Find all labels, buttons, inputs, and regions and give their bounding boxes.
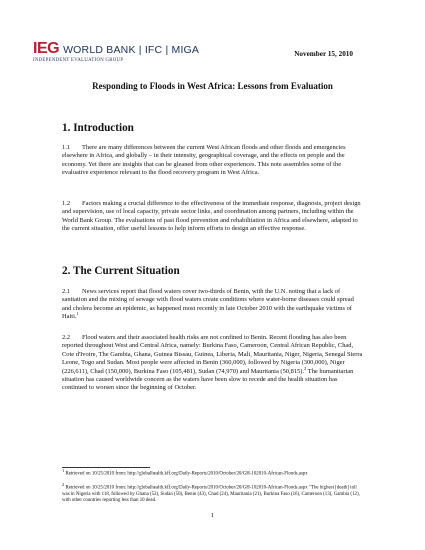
ieg-logo xyxy=(33,40,233,63)
paragraph-number: 2.2 xyxy=(62,334,71,341)
footnote-number: 1 xyxy=(62,468,65,473)
page-number: 1 xyxy=(210,512,215,519)
footnote-2 xyxy=(62,482,363,504)
paragraph-2-1 xyxy=(62,288,363,322)
section-heading-current-situation: 2. The Current Situation xyxy=(62,265,180,277)
paragraph-1-2 xyxy=(62,200,363,234)
document-date: November 15, 2010 xyxy=(294,50,353,58)
paragraph-text-continued: The humanitarian situation has caused worldwide concern as the waters have been slow to recede and the health situation has continued to worsen since the beginning of October. xyxy=(62,367,354,392)
paragraph-number: 1.2 xyxy=(62,200,71,207)
paragraph-number: 2.1 xyxy=(62,288,71,295)
section-heading-introduction: 1. Introduction xyxy=(62,122,134,134)
paragraph-text: Factors making a crucial difference to the effectiveness of the immediate response, diagnosis, project design and supervision, use of local capacity, private sector links, and coordination among partners, including within the World Bank Group. The evaluations of past flood prevention and rehabilitation in Africa and elsewhere, adapted to the current situation, offer useful lessons to help inform efforts to design an effective response. xyxy=(62,200,361,233)
logo-orgs-text: WORLD BANK | IFC | MIGA xyxy=(63,44,200,56)
paragraph-text: There are many differences between the current West African floods and other floods and emergencies elsewhere in Africa, and globally – in their intensity, geographical coverage, and the effects on people and the economy. Yet there are insights that can be gleaned from other experiences. This note assembles some of the evaluative experience relevant to the flood recovery program in West Africa. xyxy=(62,144,346,177)
footnote-text: Retrieved on 10/25/2010 from: http://globalhealth.kff.org/Daily-Reports/2010/October/20/GH-102010-African-Floods.aspx "The highest [death] toll was in Nigeria with 118, followed by Ghana (52), Sudan (50), Benin (43), Chad (24), Mauritania (21), Burkina Faso (16), Cameroon (13), Gambia (12), with other countries reporting less than 10 dead. xyxy=(62,485,360,504)
footnote-text: Retrieved on 10/25/2010 from: http://globalhealth.kff.org/Daily-Reports/2010/October/20/GH-102010-African-Floods.aspx xyxy=(65,471,308,477)
paragraph-text: Flood waters and their associated health risks are not confined to Benin. Recent flooding has also been reported throughout West and Central Africa, namely: Burkina Faso, Cameroon, Central African Republic, Chad, Cote d'Ivoire, The Gambia, Ghana, Guinea Bissau, Guinea, Liberia, Mali, Mauritania, Niger, Nigeria, Senegal Sierra Leone, Togo and Sudan. Most people were affected in Benin (360,000), followed by Nigeria (300,000), Niger (226,611), Chad (150,000), Burkina Faso (105,481), Sudan (74,970) and Mauritania (50,815). xyxy=(62,334,363,375)
footnote-number: 2 xyxy=(62,482,65,487)
document-title: Responding to Floods in West Africa: Lessons from Evaluation xyxy=(92,81,333,91)
footnote-ref-2[interactable]: 2 xyxy=(304,365,307,371)
paragraph-text: News services report that flood waters cover two-thirds of Benin, with the U.N. noting that a lack of sanitation and the mixing of sewage with flood waters create conditions where water-borne diseases could spread and cholera become an epidemic, as happened most recently in late October 2010 with the earthquake victims of Haiti. xyxy=(62,288,354,321)
footnote-1 xyxy=(62,468,363,478)
paragraph-number: 1.1 xyxy=(62,144,71,151)
paragraph-1-1 xyxy=(62,144,363,178)
logo-ieg-text: IEG xyxy=(33,40,60,57)
logo-subtitle: INDEPENDENT EVALUATION GROUP xyxy=(33,58,124,63)
paragraph-2-2 xyxy=(62,334,363,393)
footnote-ref-1[interactable]: 1 xyxy=(76,311,79,317)
footnote-divider xyxy=(62,467,150,468)
